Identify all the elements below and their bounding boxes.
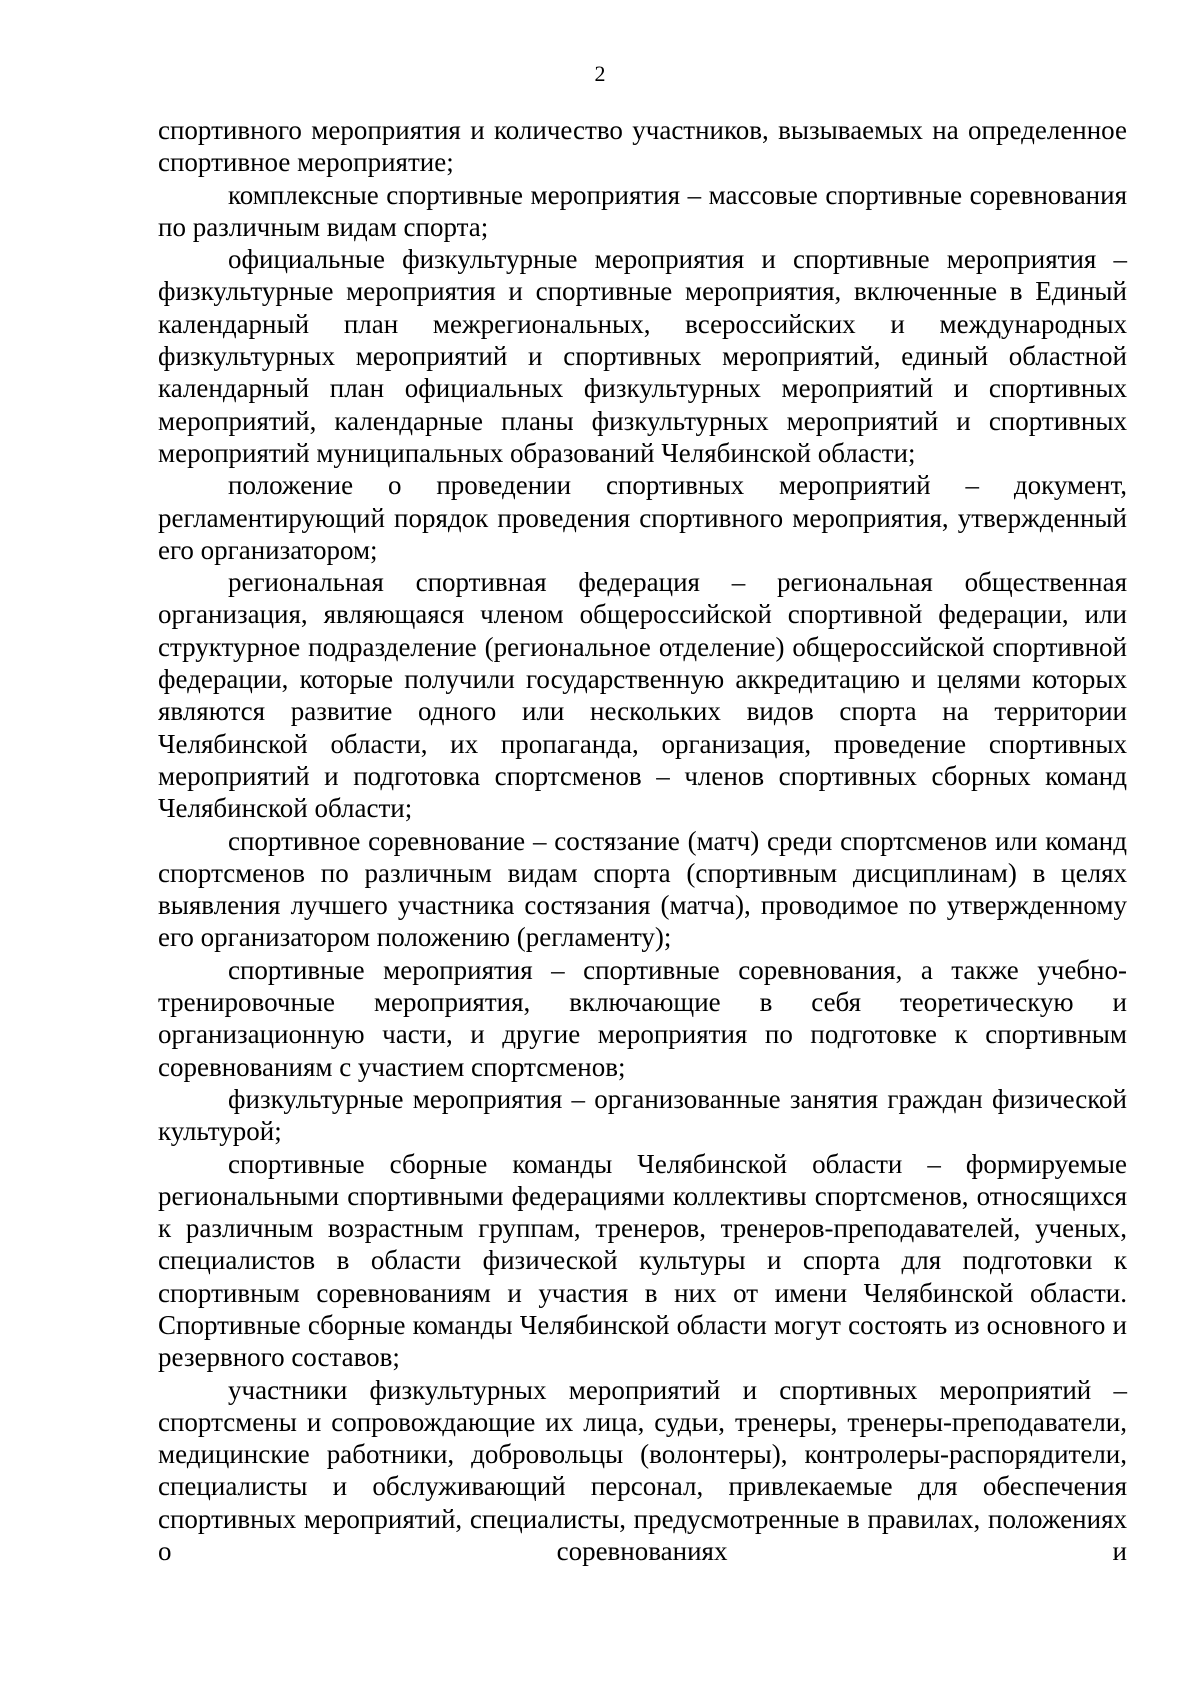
paragraph: участники физкультурных мероприятий и спортивных мероприятий – спортсмены и сопровождающие их лица, судьи, тренеры, тренеры-преподаватели, медицинские работники, добровольцы (волонтеры), контролеры-распорядители, специалисты и обслуживающий персонал, привлекаемые для обеспечения спортивных мероприятий, специалисты, предусмотренные в правилах, положениях о соревнованиях и [158, 1374, 1127, 1567]
paragraph: комплексные спортивные мероприятия – массовые спортивные соревнования по различным видам спорта; [158, 179, 1127, 242]
page-number: 2 [594, 61, 606, 86]
paragraph: региональная спортивная федерация – региональная общественная организация, являющаяся членом общероссийской спортивной федерации, или структурное подразделение (региональное отделение) общероссийской спортивной федерации, которые получили государственную аккредитацию и целями которых являются развитие одного или нескольких видов спорта на территории Челябинской области, их пропаганда, организация, проведение спортивных мероприятий и подготовка спортсменов – членов спортивных сборных команд Челябинской области; [158, 567, 1127, 824]
paragraph: официальные физкультурные мероприятия и спортивные мероприятия – физкультурные мероприятия и спортивные мероприятия, включенные в Единый календарный план межрегиональных, всероссийских и международных физкультурных мероприятий и спортивных мероприятий, единый областной календарный план официальных физкультурных мероприятий и спортивных мероприятий, календарные планы физкультурных мероприятий и спортивных мероприятий муниципальных образований Челябинской области; [158, 244, 1127, 468]
paragraph: спортивные мероприятия – спортивные соревнования, а также учебно-тренировочные мероприятия, включающие в себя теоретическую и организационную части, и другие мероприятия по подготовке к спортивным соревнованиям с участием спортсменов; [158, 954, 1127, 1082]
paragraph: положение о проведении спортивных мероприятий – документ, регламентирующий порядок проведения спортивного мероприятия, утвержденный его организатором; [158, 470, 1127, 565]
paragraph: спортивного мероприятия и количество участников, вызываемых на определенное спортивное мероприятие; [158, 115, 1127, 178]
document-body [158, 114, 1127, 1567]
paragraph: спортивные сборные команды Челябинской области – формируемые региональными спортивными федерациями коллективы спортсменов, относящихся к различным возрастным группам, тренеров, тренеров-преподавателей, ученых, специалистов в области физической культуры и спорта для подготовки к спортивным соревнованиям и участия в них от имени Челябинской области. Спортивные сборные команды Челябинской области могут состоять из основного и резервного составов; [158, 1148, 1127, 1373]
paragraph: физкультурные мероприятия – организованные занятия граждан физической культурой; [158, 1083, 1127, 1147]
paragraph: спортивное соревнование – состязание (матч) среди спортсменов или команд спортсменов по различным видам спорта (спортивным дисциплинам) в целях выявления лучшего участника состязания (матча), проводимое по утвержденному его организатором положению (регламенту); [158, 825, 1127, 953]
